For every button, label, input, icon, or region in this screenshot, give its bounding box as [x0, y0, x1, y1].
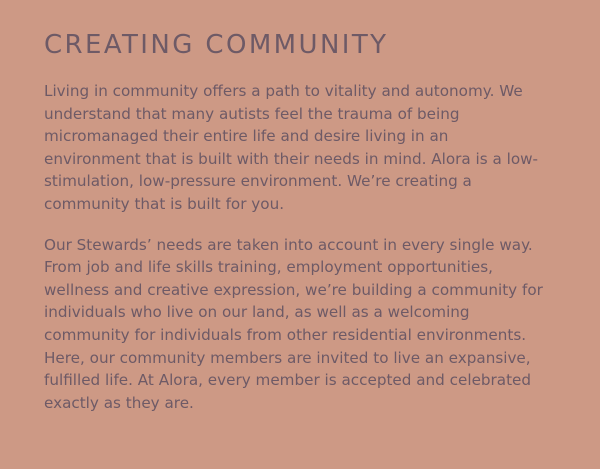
- intro-paragraph: Living in community offers a path to vitality and autonomy. We understand that many autists feel the trauma of being micromanaged their entire life and desire living in an environment that is built with their needs in mind. Alora is a low-stimulation, low-pressure environment. We’re creating a community that is built for you.: [44, 82, 539, 213]
- stewards-paragraph: Our Stewards’ needs are taken into account in every single way. From job and life skills training, employment opportunities, wellness and creative expression, we’re building a community for individuals who live on our land, as well as a welcoming community for individuals from other residential environments. Here, our community members are invited to live an expansive, fulfilled life. At Alora, every member is accepted and celebrated exactly as they are.: [44, 235, 543, 412]
- section-title: CREATING COMMUNITY: [44, 30, 389, 60]
